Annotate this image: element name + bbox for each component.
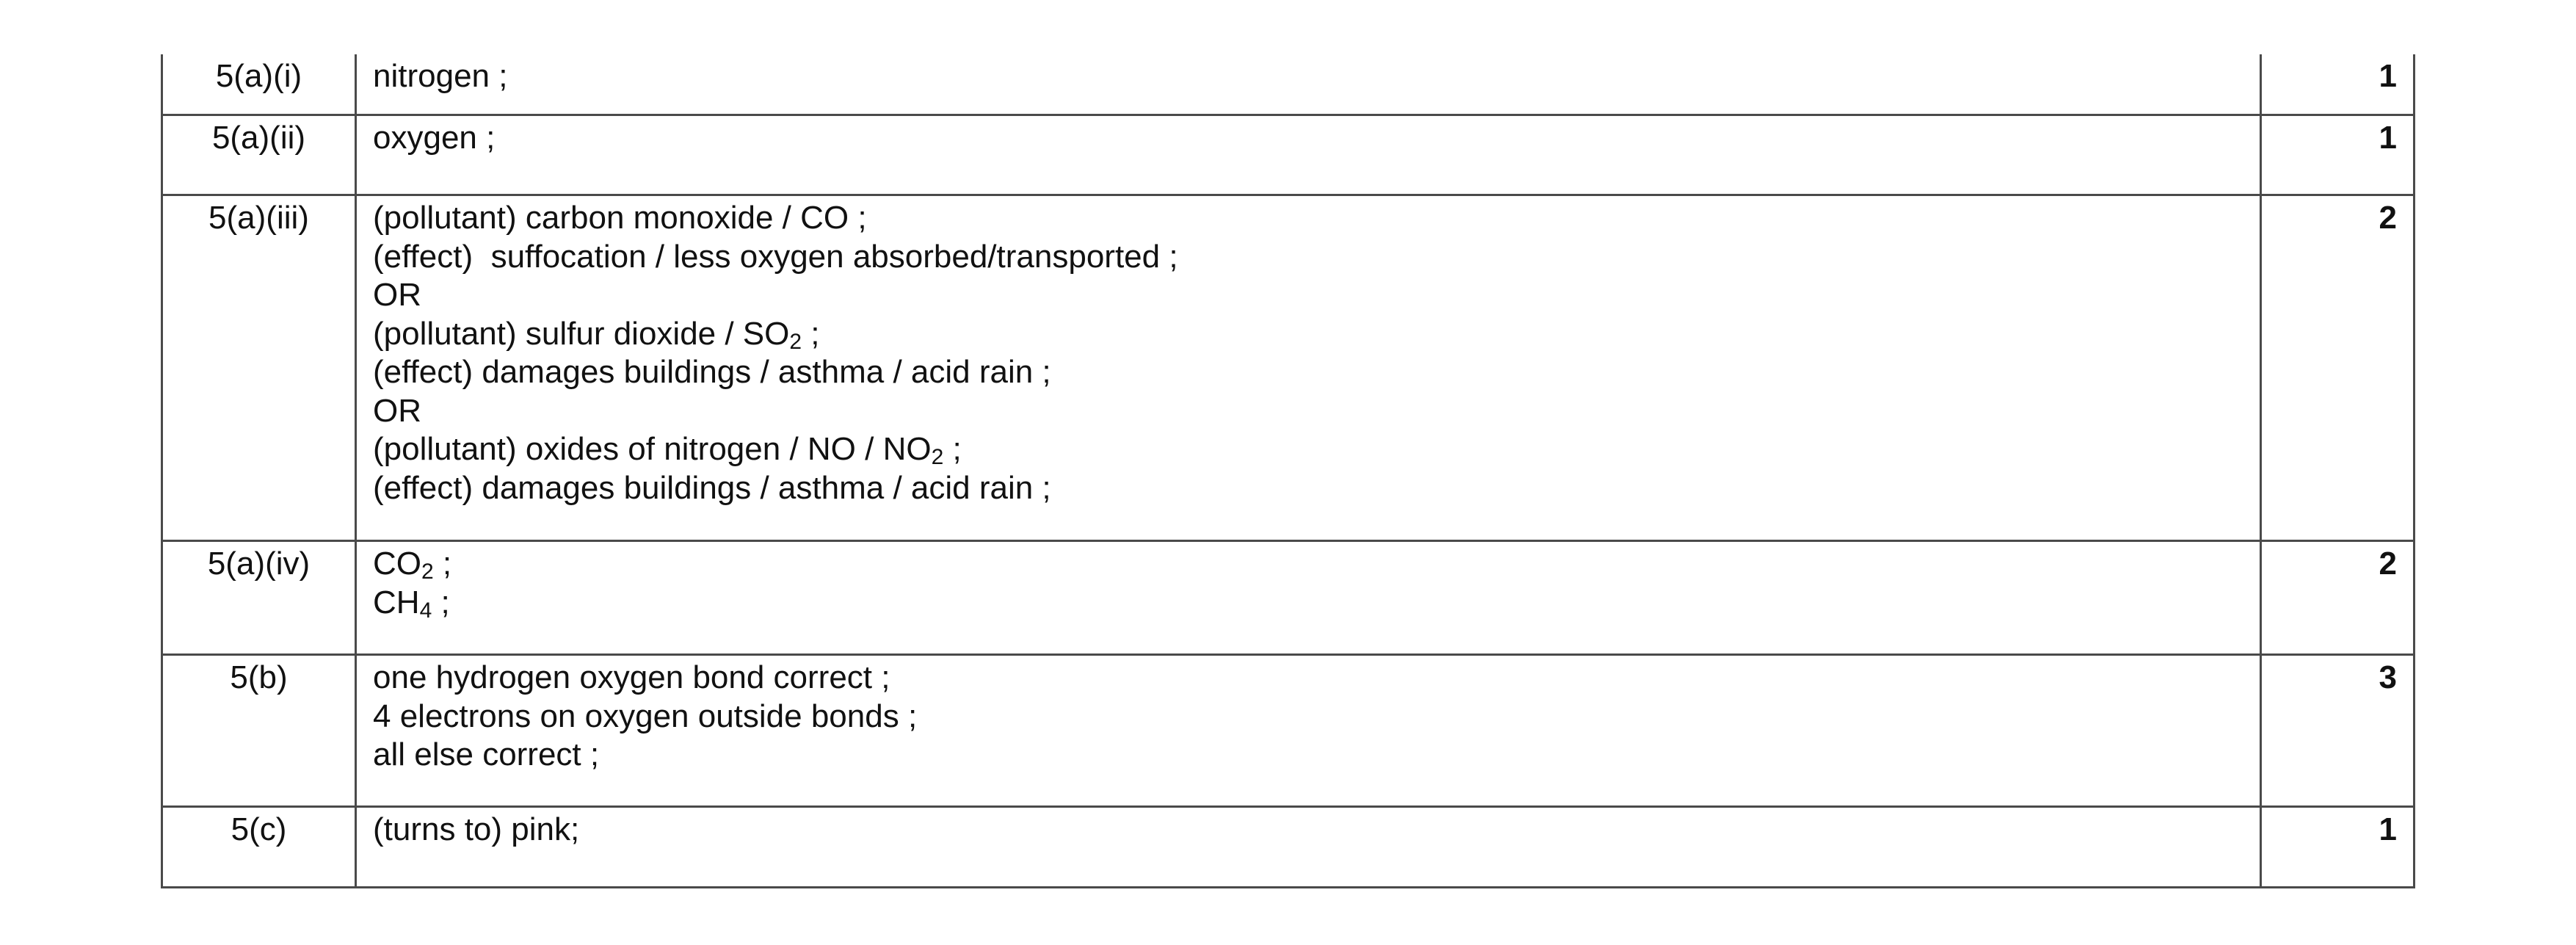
answer-cell (357, 808, 2262, 886)
answer-line (373, 430, 2260, 469)
answer-line: one hydrogen oxygen bond correct ; (373, 659, 890, 695)
formula-text: (pollutant) oxides of nitrogen / NO / NO (373, 431, 932, 467)
marks-value: 1 (2379, 58, 2397, 94)
mark-scheme-table (161, 54, 2415, 888)
answer-line: OR (373, 277, 421, 313)
formula-suffix: ; (802, 315, 820, 352)
answer-cell (357, 656, 2262, 805)
answer-cell (357, 54, 2262, 114)
answer-line (373, 584, 2260, 623)
answer-line: (turns to) pink; (373, 811, 580, 847)
formula-text: CH (373, 584, 420, 620)
marks-value: 3 (2379, 659, 2397, 695)
marks-value: 1 (2379, 120, 2397, 156)
formula-suffix: ; (432, 584, 450, 620)
answer-cell (357, 116, 2262, 194)
answer-line: (effect) damages buildings / asthma / acid rain ; (373, 354, 1051, 390)
formula-suffix: ; (943, 431, 962, 467)
formula-suffix: ; (433, 546, 452, 582)
table-row (163, 54, 2413, 116)
question-number: 5(c) (163, 808, 357, 886)
answer-line: 4 electrons on oxygen outside bonds ; (373, 698, 918, 734)
question-number: 5(a)(iv) (163, 542, 357, 653)
answer-line: (effect) damages buildings / asthma / acid rain ; (373, 469, 1051, 506)
answer-cell (357, 542, 2262, 653)
formula-subscript: 2 (789, 329, 802, 354)
marks-value: 2 (2379, 200, 2397, 236)
question-number: 5(a)(iii) (163, 196, 357, 540)
answer-cell (357, 196, 2262, 540)
table-row (163, 542, 2413, 656)
formula-subscript: 4 (419, 598, 432, 623)
table-row (163, 656, 2413, 808)
question-number: 5(a)(i) (163, 54, 357, 114)
formula-text: (pollutant) sulfur dioxide / SO (373, 315, 790, 352)
table-row (163, 196, 2413, 542)
table-row (163, 116, 2413, 196)
answer-line: OR (373, 392, 421, 429)
formula-subscript: 2 (931, 445, 944, 469)
answer-line (373, 315, 2260, 354)
table-row (163, 808, 2413, 888)
answer-line: (effect) suffocation / less oxygen absorbed/transported ; (373, 238, 1178, 275)
question-number: 5(a)(ii) (163, 116, 357, 194)
answer-line: all else correct ; (373, 736, 600, 772)
answer-line (373, 545, 2260, 584)
answer-line: (pollutant) carbon monoxide / CO ; (373, 200, 867, 236)
formula-subscript: 2 (421, 560, 434, 584)
answer-line: nitrogen ; (373, 58, 508, 94)
marks-value: 1 (2379, 811, 2397, 847)
marks-value: 2 (2379, 546, 2397, 582)
formula-text: CO (373, 546, 421, 582)
question-number: 5(b) (163, 656, 357, 805)
answer-line: oxygen ; (373, 120, 496, 156)
